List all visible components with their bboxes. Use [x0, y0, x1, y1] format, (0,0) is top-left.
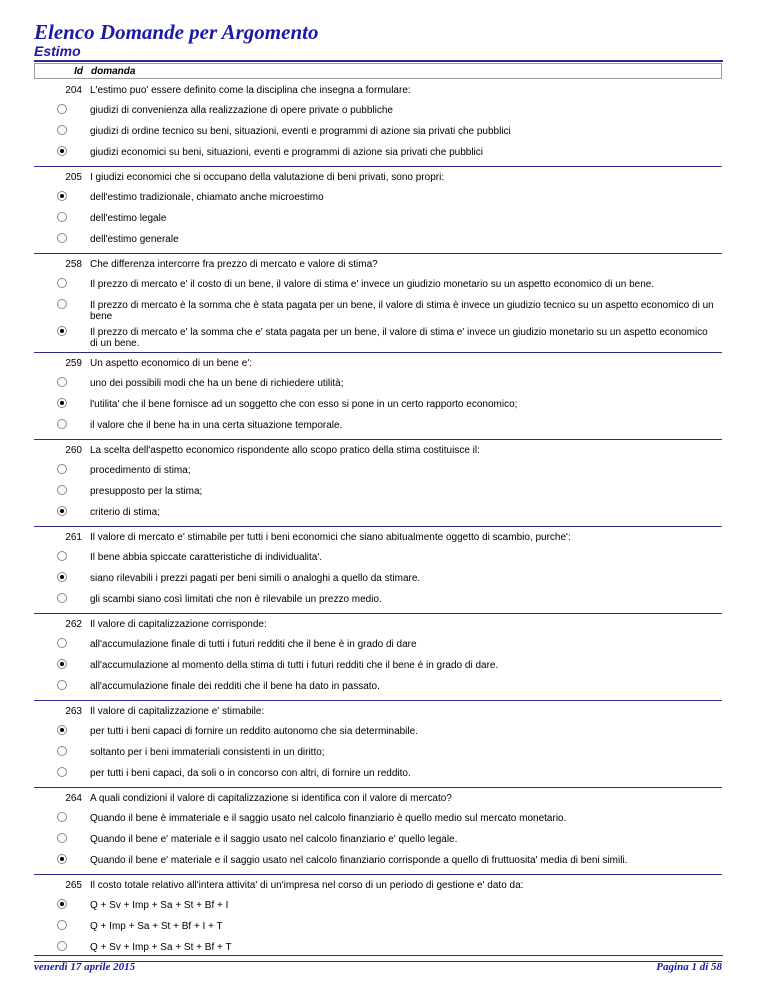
- answer-text: Q + Sv + Imp + Sa + St + Bf + T: [90, 942, 232, 953]
- radio-selected-icon[interactable]: [57, 506, 67, 516]
- answer-text: giudizi di ordine tecnico su beni, situazioni, eventi e programmi di azione sia privati che pubblici: [90, 126, 511, 137]
- radio-selected-icon[interactable]: [57, 191, 67, 201]
- answer-text: Il prezzo di mercato è la somma che è stata pagata per un bene, il valore di stima è invece un giudizio tecnico su un aspetto economico di un bene: [90, 300, 714, 322]
- answer-option: [34, 721, 722, 742]
- question-row: [34, 875, 722, 895]
- question-block: [34, 167, 722, 254]
- radio-unselected-icon[interactable]: [57, 551, 67, 561]
- answer-text: gli scambi siano così limitati che non è rilevabile un prezzo medio.: [90, 594, 382, 605]
- answer-text: Il prezzo di mercato e' il costo di un bene, il valore di stima e' invece un giudizio monetario su un aspetto economico di un bene.: [90, 279, 655, 290]
- answer-text: Quando il bene e' materiale e il saggio usato nel calcolo finanziario e' quello legale.: [90, 834, 458, 845]
- radio-unselected-icon[interactable]: [57, 464, 67, 474]
- answer-option: [34, 142, 722, 163]
- answer-text: giudizi economici su beni, situazioni, eventi e programmi di azione sia privati che pubblici: [90, 147, 483, 158]
- answer-text: Q + Sv + Imp + Sa + St + Bf + I: [90, 900, 229, 911]
- answer-option: [34, 208, 722, 229]
- footer-date: venerdì 17 aprile 2015: [34, 961, 136, 973]
- question-block: [34, 701, 722, 788]
- radio-selected-icon[interactable]: [57, 725, 67, 735]
- question-text: A quali condizioni il valore di capitalizzazione si identifica con il valore di mercato?: [90, 793, 452, 804]
- answer-text: Il bene abbia spiccate caratteristiche di individualita'.: [90, 552, 323, 563]
- column-header-domanda: domanda: [91, 66, 136, 77]
- answer-option: [34, 676, 722, 697]
- answer-option: [34, 415, 722, 436]
- radio-selected-icon[interactable]: [57, 659, 67, 669]
- answer-option: [34, 274, 722, 295]
- answer-text: l'utilita' che il bene fornisce ad un soggetto che con esso si pone in un certo rapporto economico;: [90, 399, 518, 410]
- question-row: [34, 254, 722, 274]
- question-row: [34, 788, 722, 808]
- question-id: 205: [65, 172, 82, 183]
- answer-text: all'accumulazione finale dei redditi che il bene ha dato in passato.: [90, 681, 380, 692]
- question-block: [34, 875, 722, 962]
- answer-text: per tutti i beni capaci di fornire un reddito autonomo che sia determinabile.: [90, 726, 418, 737]
- answer-text: Il prezzo di mercato e' la somma che e' stata pagata per un bene, il valore di stima e' invece un giudizio monetario su un aspetto economico di un bene.: [90, 327, 708, 349]
- question-row: [34, 353, 722, 373]
- radio-unselected-icon[interactable]: [57, 833, 67, 843]
- question-block: [34, 614, 722, 701]
- question-row: [34, 527, 722, 547]
- question-block: [34, 527, 722, 614]
- answer-text: criterio di stima;: [90, 507, 161, 518]
- answer-option: [34, 100, 722, 121]
- question-block: [34, 788, 722, 875]
- answer-text: dell'estimo legale: [90, 213, 167, 224]
- answer-text: il valore che il bene ha in una certa situazione temporale.: [90, 420, 343, 431]
- question-id: 261: [65, 532, 82, 543]
- radio-unselected-icon[interactable]: [57, 920, 67, 930]
- answer-option: [34, 568, 722, 589]
- question-id: 262: [65, 619, 82, 630]
- radio-unselected-icon[interactable]: [57, 638, 67, 648]
- radio-unselected-icon[interactable]: [57, 680, 67, 690]
- answer-option: [34, 589, 722, 610]
- question-row: [34, 440, 722, 460]
- question-list: [34, 80, 722, 962]
- question-row: [34, 614, 722, 634]
- column-header-id: Id: [74, 66, 83, 77]
- radio-unselected-icon[interactable]: [57, 767, 67, 777]
- answer-text: Q + Imp + Sa + St + Bf + I + T: [90, 921, 223, 932]
- answer-option: [34, 373, 722, 394]
- question-text: Il costo totale relativo all'intera attivita' di un'impresa nel corso di un periodo di gestione e' dato da:: [90, 880, 524, 891]
- answer-option: [34, 829, 722, 850]
- answer-option: [34, 481, 722, 502]
- answer-text: all'accumulazione al momento della stima di tutti i futuri redditi che il bene è in grado di dare.: [90, 660, 499, 671]
- answer-option: [34, 460, 722, 481]
- section-divider: [34, 60, 723, 62]
- answer-option: [34, 322, 722, 349]
- radio-selected-icon[interactable]: [57, 398, 67, 408]
- answer-text: all'accumulazione finale di tutti i futuri redditi che il bene è in grado di dare: [90, 639, 417, 650]
- answer-text: uno dei possibili modi che ha un bene di richiedere utilità;: [90, 378, 344, 389]
- radio-unselected-icon[interactable]: [57, 485, 67, 495]
- question-text: Un aspetto economico di un bene e':: [90, 358, 253, 369]
- radio-unselected-icon[interactable]: [57, 941, 67, 951]
- question-id: 204: [65, 85, 82, 96]
- question-id: 258: [65, 259, 82, 270]
- question-id: 265: [65, 880, 82, 891]
- question-id: 263: [65, 706, 82, 717]
- question-text: I giudizi economici che si occupano della valutazione di beni privati, sono propri:: [90, 172, 445, 183]
- radio-unselected-icon[interactable]: [57, 746, 67, 756]
- question-text: La scelta dell'aspetto economico rispondente allo scopo pratico della stima costituisce il:: [90, 445, 480, 456]
- answer-text: siano rilevabili i prezzi pagati per beni simili o analoghi a quello da stimare.: [90, 573, 421, 584]
- answer-option: [34, 742, 722, 763]
- answer-option: [34, 808, 722, 829]
- answer-text: presupposto per la stima;: [90, 486, 203, 497]
- radio-unselected-icon[interactable]: [57, 419, 67, 429]
- radio-unselected-icon[interactable]: [57, 593, 67, 603]
- answer-option: [34, 916, 722, 937]
- answer-option: [34, 121, 722, 142]
- section-title: Estimo: [34, 43, 81, 59]
- radio-selected-icon[interactable]: [57, 146, 67, 156]
- answer-text: Quando il bene e' materiale e il saggio usato nel calcolo finanziario corrisponde a quello di fruttuosita' media di beni simili.: [90, 855, 628, 866]
- answer-option: [34, 655, 722, 676]
- answer-option: [34, 295, 722, 322]
- radio-unselected-icon[interactable]: [57, 278, 67, 288]
- answer-text: soltanto per i beni immateriali consistenti in un diritto;: [90, 747, 325, 758]
- radio-unselected-icon[interactable]: [57, 104, 67, 114]
- radio-selected-icon[interactable]: [57, 572, 67, 582]
- question-text: Il valore di capitalizzazione corrisponde:: [90, 619, 267, 630]
- answer-option: [34, 229, 722, 250]
- answer-text: giudizi di convenienza alla realizzazione di opere private o pubbliche: [90, 105, 393, 116]
- answer-text: per tutti i beni capaci, da soli o in concorso con altri, di fornire un reddito.: [90, 768, 411, 779]
- question-text: L'estimo puo' essere definito come la disciplina che insegna a formulare:: [90, 85, 411, 96]
- table-header: [34, 63, 722, 79]
- radio-unselected-icon[interactable]: [57, 377, 67, 387]
- radio-unselected-icon[interactable]: [57, 125, 67, 135]
- answer-text: procedimento di stima;: [90, 465, 191, 476]
- radio-unselected-icon[interactable]: [57, 233, 67, 243]
- radio-selected-icon[interactable]: [57, 326, 67, 336]
- question-text: Il valore di mercato e' stimabile per tutti i beni economici che siano abitualmente oggetto di scambio, purche':: [90, 532, 571, 543]
- question-id: 260: [65, 445, 82, 456]
- question-block: [34, 440, 722, 527]
- answer-option: [34, 547, 722, 568]
- footer-page-number: Pagina 1 di 58: [656, 961, 722, 973]
- question-row: [34, 80, 722, 100]
- question-row: [34, 167, 722, 187]
- radio-unselected-icon[interactable]: [57, 812, 67, 822]
- radio-unselected-icon[interactable]: [57, 299, 67, 309]
- answer-option: [34, 502, 722, 523]
- question-block: [34, 353, 722, 440]
- radio-selected-icon[interactable]: [57, 899, 67, 909]
- page-title: Elenco Domande per Argomento: [34, 20, 319, 44]
- question-id: 264: [65, 793, 82, 804]
- answer-option: [34, 187, 722, 208]
- answer-option: [34, 634, 722, 655]
- footer-divider: [34, 955, 723, 956]
- question-text: Il valore di capitalizzazione e' stimabile:: [90, 706, 265, 717]
- answer-option: [34, 394, 722, 415]
- question-block: [34, 80, 722, 167]
- question-row: [34, 701, 722, 721]
- answer-option: [34, 895, 722, 916]
- question-id: 259: [65, 358, 82, 369]
- question-block: [34, 254, 722, 353]
- question-text: Che differenza intercorre fra prezzo di mercato e valore di stima?: [90, 259, 378, 270]
- answer-text: dell'estimo tradizionale, chiamato anche microestimo: [90, 192, 324, 203]
- answer-option: [34, 763, 722, 784]
- radio-unselected-icon[interactable]: [57, 212, 67, 222]
- radio-selected-icon[interactable]: [57, 854, 67, 864]
- answer-option: [34, 850, 722, 871]
- answer-text: Quando il bene è immateriale e il saggio usato nel calcolo finanziario è quello medio sul mercato monetario.: [90, 813, 567, 824]
- answer-text: dell'estimo generale: [90, 234, 179, 245]
